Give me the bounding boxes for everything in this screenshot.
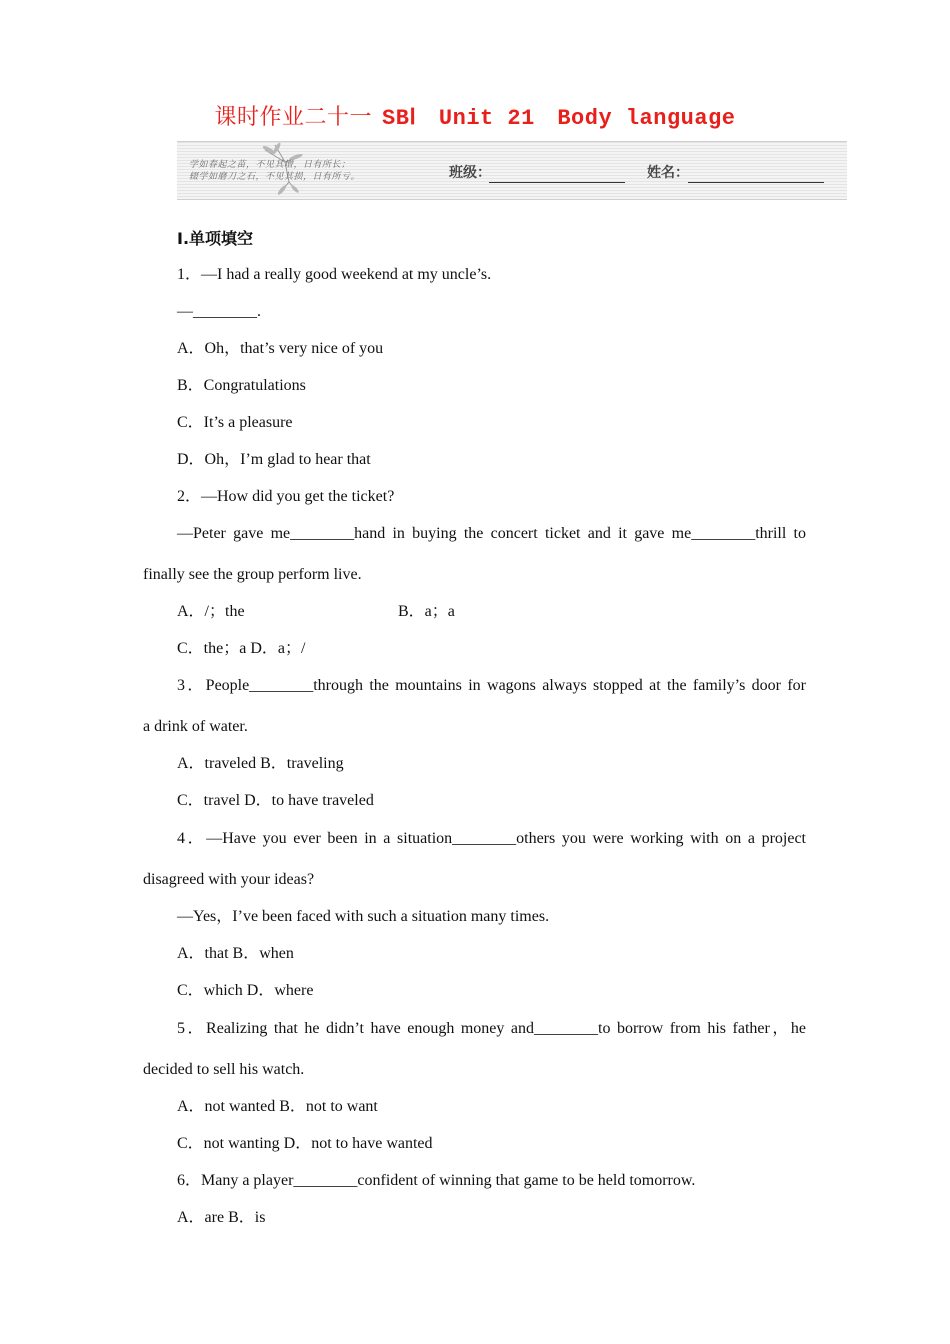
- q1-option-b: B．Congratulations: [177, 377, 306, 394]
- q3-options-ab: A．traveled B．traveling: [177, 755, 344, 772]
- q1-option-c: C．It’s a pleasure: [177, 414, 293, 431]
- class-field[interactable]: [489, 182, 625, 183]
- name-label: 姓名：: [647, 165, 689, 181]
- q2-option-a: A．/；the: [177, 603, 245, 620]
- q1-stem: 1．—I had a really good weekend at my uncle’s.: [177, 266, 492, 283]
- q3-options-cd: C．travel D．to have traveled: [177, 792, 374, 809]
- q4-line-2: disagreed with your ideas?: [143, 871, 315, 888]
- q6-options-ab: A．are B．is: [177, 1209, 266, 1226]
- q5-line-1: 5．Realizing that he didn’t have enough money and________to borrow from his father，he: [177, 1020, 807, 1037]
- name-field[interactable]: [688, 182, 824, 183]
- header-banner: [177, 141, 847, 200]
- q2-stem: 2．—How did you get the ticket?: [177, 488, 395, 505]
- motto-text: [189, 159, 360, 183]
- q4-options-cd: C．which D．where: [177, 982, 314, 999]
- q4-reply: —Yes，I’ve been faced with such a situation many times.: [177, 908, 550, 925]
- class-label: 班级：: [449, 165, 491, 181]
- q4-options-ab: A．that B．when: [177, 945, 294, 962]
- title-english: SBⅠ Unit 21 Body language: [382, 106, 736, 131]
- q3-line-2: a drink of water.: [143, 718, 248, 735]
- q5-options-ab: A．not wanted B．not to want: [177, 1098, 378, 1115]
- page-title: [0, 100, 950, 131]
- q2-line-2: finally see the group perform live.: [143, 566, 362, 583]
- motto-line-1: 学如春起之苗，不见其增，日有所长；: [189, 160, 351, 170]
- q1-option-a: A．Oh，that’s very nice of you: [177, 340, 384, 357]
- q5-line-2: decided to sell his watch.: [143, 1061, 305, 1078]
- q1-option-d: D．Oh，I’m glad to hear that: [177, 451, 371, 468]
- section-heading: Ⅰ.单项填空: [177, 229, 254, 248]
- q2-options-cd: C．the；a D．a；/: [177, 640, 306, 657]
- q2-line-1: —Peter gave me________hand in buying the concert ticket and it gave me________thrill to: [177, 525, 806, 542]
- q5-options-cd: C．not wanting D．not to have wanted: [177, 1135, 433, 1152]
- q4-line-1: 4．—Have you ever been in a situation________others you were working with on a project: [177, 830, 806, 847]
- title-chinese: 课时作业二十一: [214, 105, 373, 130]
- q1-blank: —________.: [177, 303, 261, 320]
- q2-option-b: B．a；a: [398, 603, 455, 620]
- motto-line-2: 辍学如磨刀之石，不见其损，日有所亏。: [189, 172, 361, 182]
- q3-line-1: 3．People________through the mountains in wagons always stopped at the family’s door for: [177, 677, 806, 694]
- q6-stem: 6．Many a player________confident of winning that game to be held tomorrow.: [177, 1172, 696, 1189]
